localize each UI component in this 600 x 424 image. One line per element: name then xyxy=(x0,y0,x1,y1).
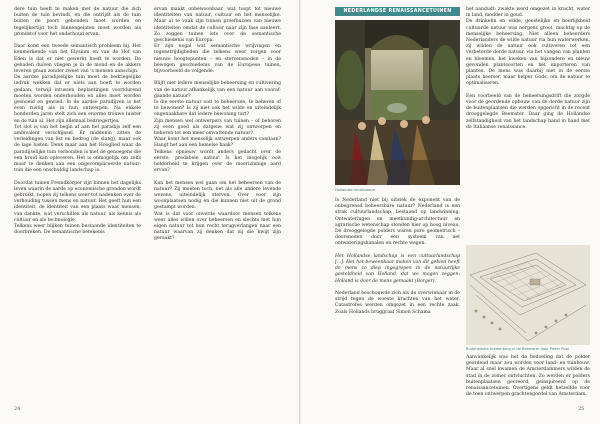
paragraph: Is die eerste natuur ooit te beheersen, te beheren of te bewonen? Is zij niet ook het wilde en uiteindelijk ongenaakbare dat iedere bewoning tart? xyxy=(154,100,281,118)
plan-caption: Buitenplaats Vredenburg in de Beemster door Pieter Post xyxy=(466,347,569,351)
right-column-2b xyxy=(466,355,590,398)
paragraph: Telkens opnieuw wordt anders gedacht over de eerste, predabele natuur. Is het mogelijk ooit helderheid te krijgen over de moerizinnige aard ervan? xyxy=(154,149,281,174)
paragraph: Tot slot is van het begin af aan het paradijs zelf een ambivalent verschijnsel. Er middenin zitten de verleidingen van list en bedrog (de slang), maar ook de lage lusten. Denk maar aan het Hooglied waar de paradijselijke tuin verbonden is met de genoegens die een bruid kan opleveren. Het is onmogelijk om zelfs maar te denken aan een ongecompliceerde natuur-tuin die een onschuldig landschap is. xyxy=(14,124,141,174)
paragraph: Wat is dat voor onverde waardoor mensen telkens weer alles willen over beheersen en slechts met hun eigen natuur tot hun recht terugverlangen naar een natuur waarvan zij denken dat zij die kwijt zijn geraakt? xyxy=(154,211,281,242)
page-number-left: 24 xyxy=(14,406,21,412)
estate-plan-engraving xyxy=(466,245,590,345)
paragraph: Blijft niet iedere menselijke beheersing en cultivering van de natuur afhankelijk van een natuur aan vooraf-gaande natuur? xyxy=(154,81,281,99)
paragraph: De drinkelin en wilde, geestelijke en heerlijkheid cultuurde natuur was nergens groot, machtig op de menselijke beheersing. Niet alleen beheerders Nederlanders de wilde natuur via hun waterwerken, zij wilden de natuur ook cultiveren tot een verbeterde derde natuur, via het vangen van planten en bloemen, het kweken van bijzondere en nieuw gevonden plantsoorten en het importeren van planten. De mens was daarbij niet in de eerste plaats heerser, maar helper Gods, om de natuur te optimaliseren. xyxy=(466,19,590,87)
right-column-2 xyxy=(466,7,590,131)
paragraph: Waar komt het menselijk ontwerpen anders vandaan? Hangt het aan een hemelse haak? xyxy=(154,137,281,149)
left-column-2 xyxy=(154,7,281,243)
paragraph: Kun het mensen wel gaan om het beheersen van de natuur? Zij moeten toch, net als alle andere levende wezens, uiteindelijk sterven. Over voor zijn woonplaatsen nodig en die kunnen niet uit de grond gestampt worden. xyxy=(154,180,281,211)
paragraph: Is Nederland niet bij uitstek de exponent van de onbegrensd beheersbare natuur? Nederland is een strak cultuurlandschap, bestaand op landwinning. Ontwateringen en meetkundig-architectuur en agrarische wetenschap stonden hier op hoog niveau. De drooggelegde polders waren pure geometrisch – doorsneden door een systeem van net ontwateringskanalen en rechte wegen. xyxy=(335,198,460,247)
paragraph: Daar komt een tweede semantisch probleem bij. Het kenmerkende van het Elysium en van de Hof van Eden is dat er niet gewerkt hoeft te worden. De gehaden duiven vliegen je in de mond en de akkers leveren graan zonder zweet van 's mensen aanschijn. xyxy=(14,44,141,75)
paragraph: Telkens weer blijken tuinen bestaande identiteiten te doorbreken. De semantische betekenis xyxy=(14,224,141,236)
right-column-1 xyxy=(335,198,460,316)
paragraph: De aardse paradijselijke tuin moet de bedriegelijke indruk wekken dat er niets aan hoeft te worden gedaan, terwijl intussen beplantingen voortdurend moeten worden onderhouden en alles moet worden gesnoeid en gewied. In de aardse paradijzen is het even rustig als in hun ontwerpen. Na enkele honderden jaren stelt zich een enorme trouwe luister en de tuin al. Het zijn allemaal bedriegertjes. xyxy=(14,75,141,124)
paragraph: het aandudt: zwakte werd omgezet in kracht, water in land, modder in goud. xyxy=(466,7,590,19)
paragraph: ervan maakt onbewoonbaar, wat toopt tot nieuwe identiteiten van natuur, cultuur en het menselijke. Maar al te vaak zijn tuinen proefhuizen van nieuwe identiteiten omdat de cultuur naar zijn fase aanleert. Zo zoggen tuinen iets over de semantische geschiedenis van Europa. xyxy=(154,7,281,44)
section-tag: NEDERLANDSE RENAISSANCETUINEN xyxy=(335,7,460,16)
left-column-1 xyxy=(14,7,141,236)
painting-caption: Hollandse renaissance xyxy=(335,188,376,192)
paragraph: Zijn mensen wel ontwerpers van tuinen – of behoren zij even goed als datgene wat zij ontwerpen en beheren tot een meer omvattende natuur? xyxy=(154,118,281,137)
paragraph: dere tuin heeft te maken met de natuur die zich buiten de tuin bevindt, en die ontrijdt als de tuin buiten de poort gebouden moet worden en tegelijkertijd toch binnengelaten moet worden als grondstof voor het onderhoud ervan. xyxy=(14,7,141,37)
paragraph: Het Hollandse landschap is een cultuurlandschap [...]. Het het beweenbaar maken van dit gebied heeft de mens zo diep ingegrepen in de natuurlijke gesteldheid van Holland, dat we mogen zeggen: Holland is door de mens gemaakt (Borger). xyxy=(335,253,460,284)
left-page xyxy=(0,0,299,424)
paragraph: Doordat tuinen Fremdkörper zijn binnen het dagelijks leven waarin de aarde op economische gronden wordt gebruikt, nopen zij telkens weer tot nadenken over de verhouding tussen mens en natuur. Het geeft hun een identiteit, de identiteit van een plaats waar mensen, van dankte, wat verschillen als natuur, als kennis als cultuur en als technologie. xyxy=(14,180,141,223)
paragraph: Aanvankelijk was het de bedoeling dat de polder geordend maar zou worden voor land- en tuinbouw. Maar al snel kwamen de Amsterdammers wilden de stad in de zomer ontvluchten. Zo werden er polders buitenplaatsen gecreerd, geïnspireerd op de renaissancetuinen. Overtigens geldt hetzelfde voor de toen ontwerpen grachtengordel van Amsterdam. xyxy=(466,355,590,398)
page-number-right: 25 xyxy=(578,406,585,412)
paragraph: Nederland beschouwde zich als de overwinnaar in de strijd tegen de woeste krachten van het water. Catastrofes werden omgezet in een rechte zaak. Zoals Hollands bruggraaf Simon Schama xyxy=(335,291,460,315)
renaissance-garden-painting xyxy=(335,20,460,185)
paragraph: Er zijn nogal wat semantische wrijvingen en tegenstrijdigheden die telkens weer zorgen voor nieuwe hoogtepunten – en stervensnoden – in de bewogen geschiedenis van de Europese tuinen, bijvoorbeeld de volgende: xyxy=(154,44,281,75)
paragraph: Een voorbeeld van de beheersingsdrift die zorgde voor de geordende opbouw van de derde natuur zijn de buitenplaatsen die werden opgericht in de recent drooggelegde Beemster. Daar ging de Hollandse zelfstandigheid van het landschap hand in hand met de Italiaanse renaissance. xyxy=(466,93,590,130)
